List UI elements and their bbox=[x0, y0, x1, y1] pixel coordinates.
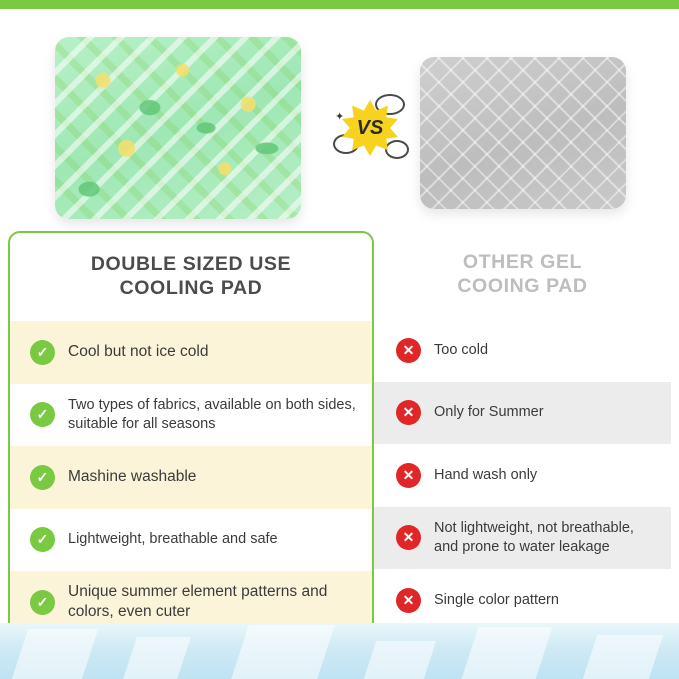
hero-product-section bbox=[0, 9, 679, 231]
gray-gel-pad-image bbox=[420, 57, 626, 209]
check-icon: ✓ bbox=[30, 402, 55, 427]
table-row bbox=[374, 319, 671, 382]
check-icon: ✓ bbox=[30, 340, 55, 365]
table-row bbox=[10, 321, 372, 384]
table-row bbox=[10, 509, 372, 572]
versus-badge bbox=[333, 94, 407, 164]
table-row bbox=[10, 446, 372, 509]
cross-icon: ✕ bbox=[396, 338, 421, 363]
comparison-table bbox=[8, 231, 671, 665]
row-text: Unique summer element patterns and colors, even cuter bbox=[68, 582, 328, 621]
ours-header bbox=[10, 233, 372, 321]
row-text: Single color pattern bbox=[434, 591, 559, 608]
table-row bbox=[374, 382, 671, 445]
table-row bbox=[10, 384, 372, 447]
green-cooling-pad-image bbox=[55, 37, 301, 219]
row-text: Two types of fabrics, available on both sides, suitable for all seasons bbox=[68, 396, 356, 432]
ours-title-line2: COOLING PAD bbox=[119, 277, 263, 299]
check-icon: ✓ bbox=[30, 465, 55, 490]
row-text: Cool but not ice cold bbox=[68, 343, 209, 361]
sparkle-icon: ✦ bbox=[335, 111, 345, 123]
row-text: Mashine washable bbox=[68, 468, 197, 486]
versus-label: VS bbox=[356, 116, 384, 139]
other-title-line2: COOING PAD bbox=[457, 275, 588, 297]
top-accent-bar bbox=[0, 0, 679, 9]
other-header bbox=[374, 231, 671, 319]
cross-icon: ✕ bbox=[396, 525, 421, 550]
bottom-ice-band bbox=[0, 623, 679, 679]
row-text: Not lightweight, not breathable, and prone to water leakage bbox=[434, 519, 634, 555]
row-text: Lightweight, breathable and safe bbox=[68, 531, 278, 548]
cross-icon: ✕ bbox=[396, 463, 421, 488]
other-title-line1: OTHER GEL bbox=[462, 251, 583, 274]
comparison-column-ours bbox=[8, 231, 374, 665]
cross-icon: ✕ bbox=[396, 400, 421, 425]
table-row bbox=[374, 507, 671, 570]
check-icon: ✓ bbox=[30, 590, 55, 615]
row-text: Too cold bbox=[434, 341, 489, 358]
ours-title-line1: DOUBLE SIZED USE bbox=[90, 253, 292, 276]
row-text: Hand wash only bbox=[434, 466, 538, 483]
row-text: Only for Summer bbox=[434, 404, 544, 421]
cross-icon: ✕ bbox=[396, 588, 421, 613]
table-row bbox=[374, 444, 671, 507]
check-icon: ✓ bbox=[30, 527, 55, 552]
comparison-column-other bbox=[374, 231, 671, 665]
